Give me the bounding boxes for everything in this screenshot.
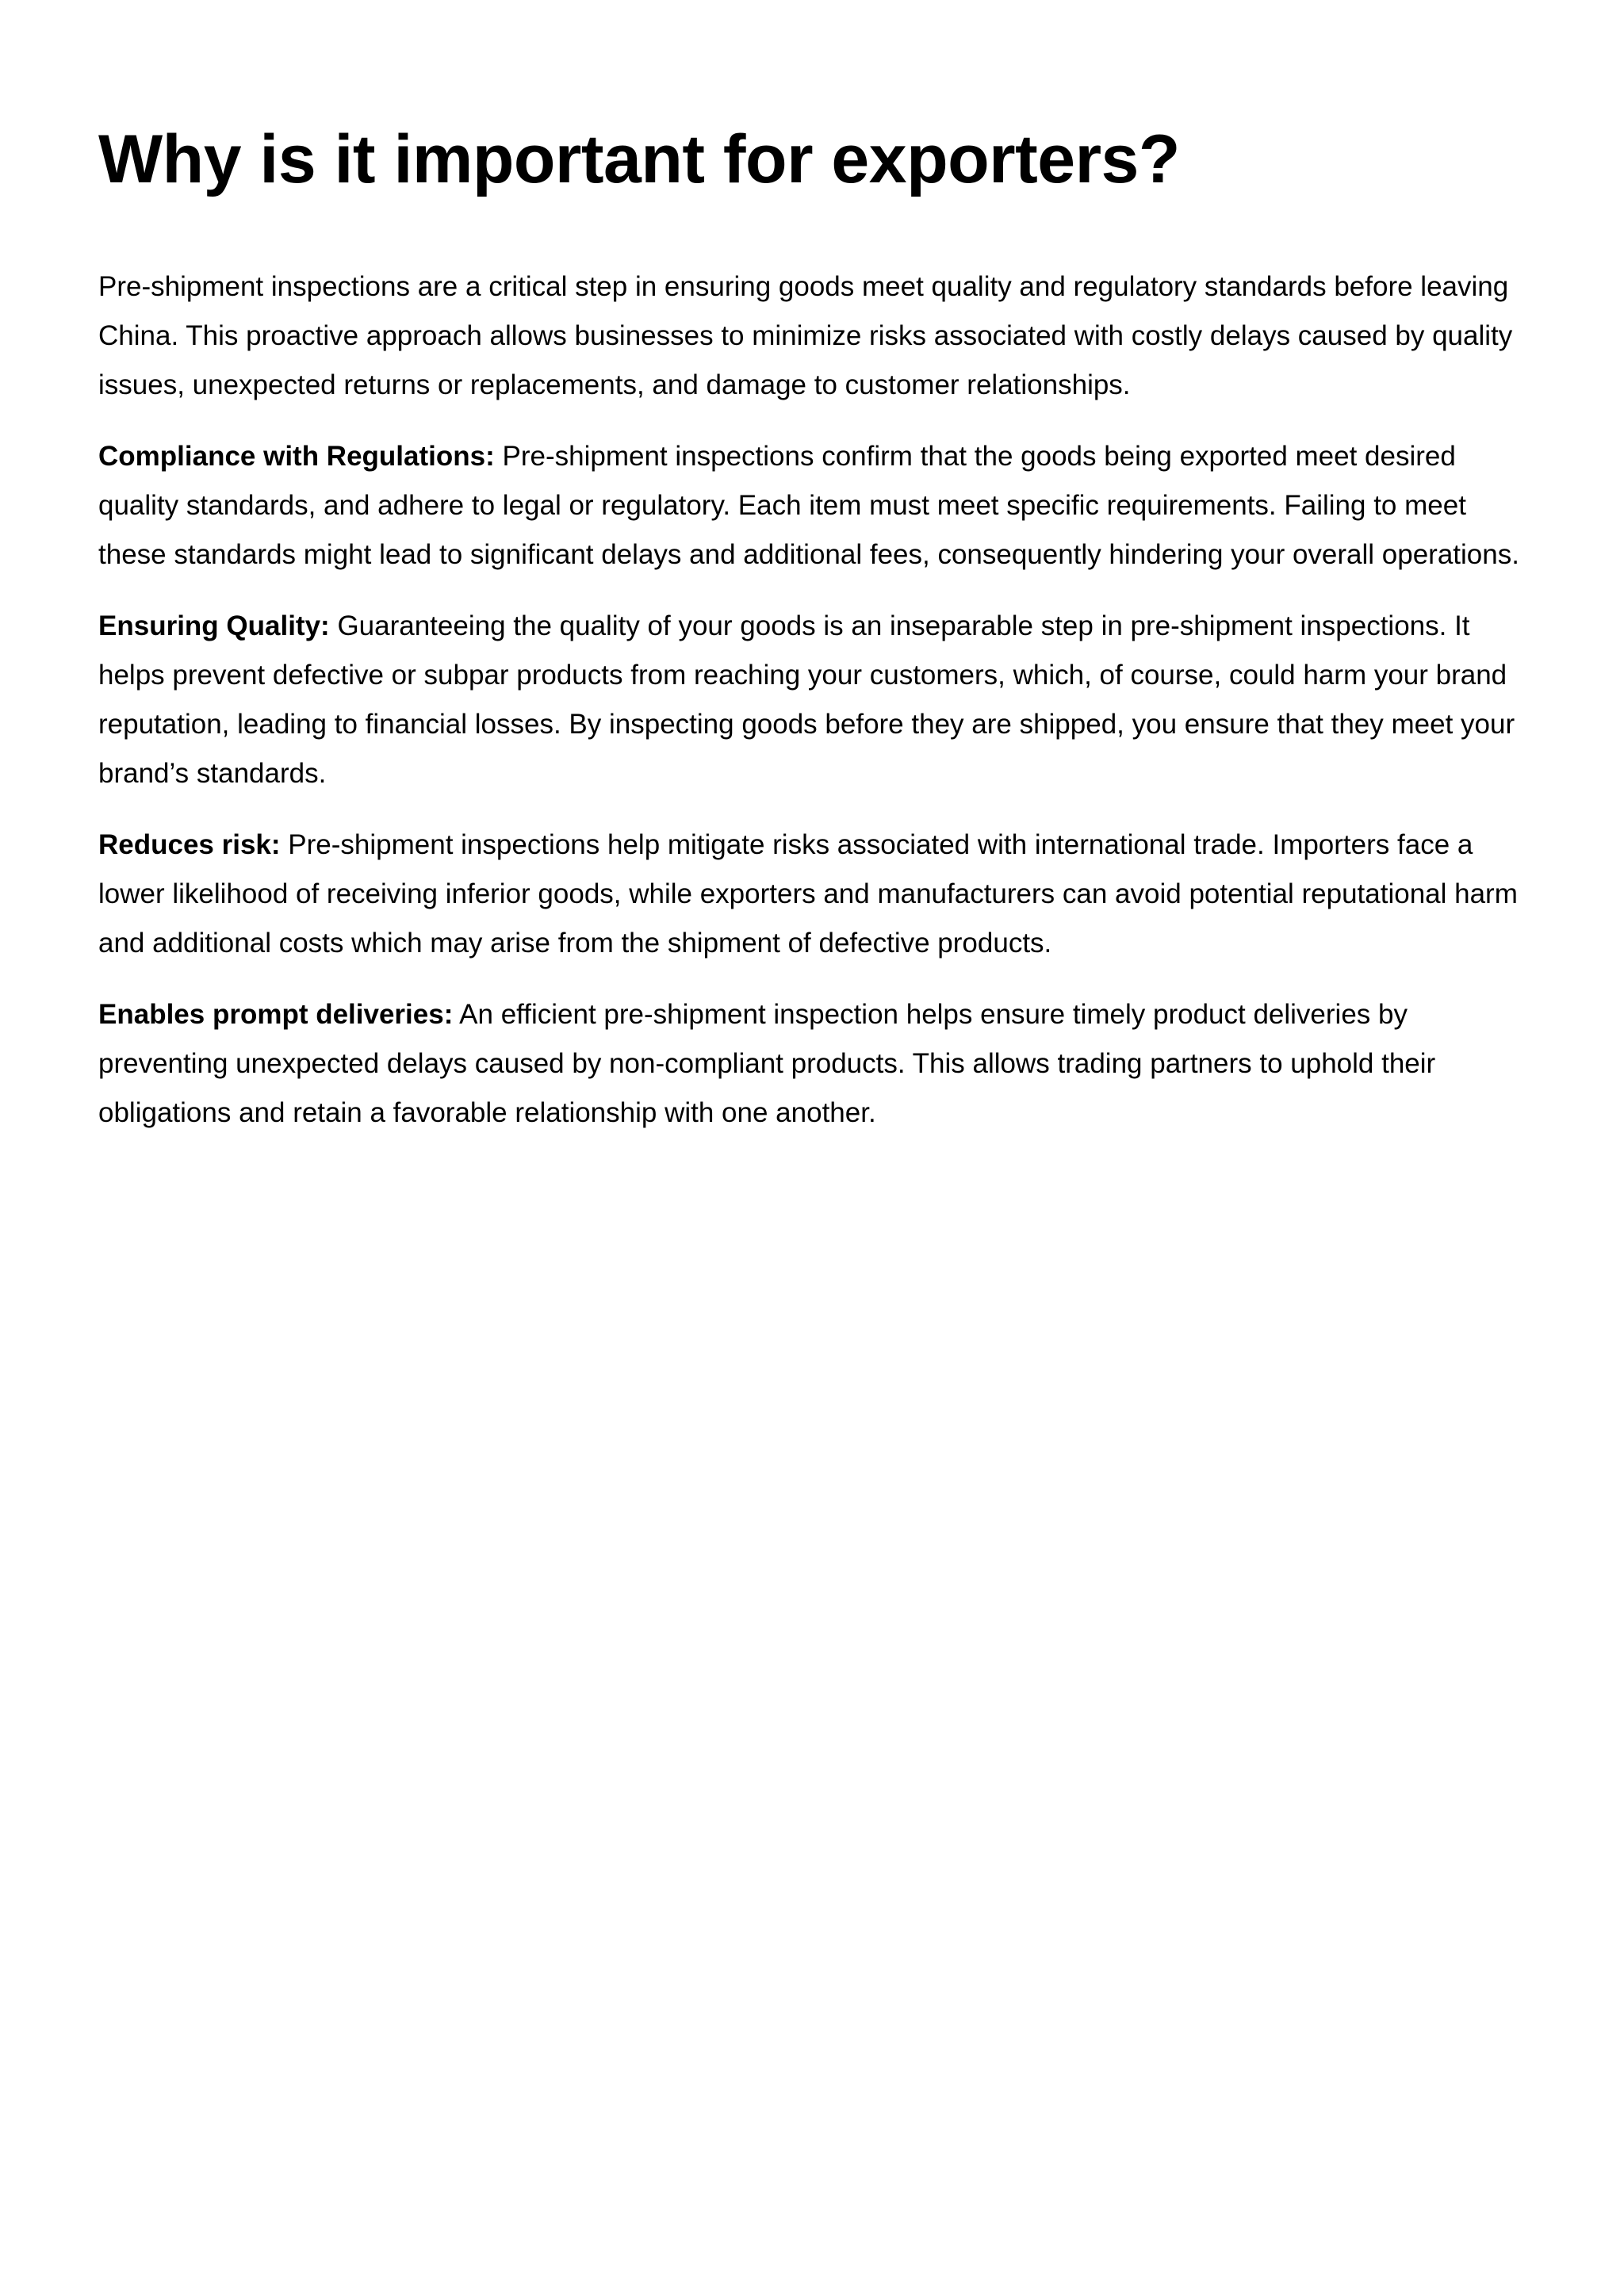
section-quality xyxy=(98,602,1542,798)
section-text-risk: Pre-shipment inspections help mitigate risks associated with international trade. Importers face a lower likelihood of receiving inferior goods, while exporters and manufacturers can avoid potential reputational harm and additional costs which may arise from the shipment of defective products. xyxy=(98,829,1518,959)
section-compliance xyxy=(98,432,1542,580)
section-risk xyxy=(98,821,1542,968)
section-heading-risk: Reduces risk: xyxy=(98,829,281,861)
document-page xyxy=(98,119,1542,1160)
section-heading-deliveries: Enables prompt deliveries: xyxy=(98,999,454,1031)
page-title: Why is it important for exporters? xyxy=(98,121,1180,197)
section-text-quality: Guaranteeing the quality of your goods is an inseparable step in pre-shipment inspections. It helps prevent defective or subpar products from reaching your customers, which, of course, could harm your brand reputation, leading to financial losses. By inspecting goods before they are shipped, you ensure that they meet your brand’s standards. xyxy=(98,610,1515,790)
section-heading-compliance: Compliance with Regulations: xyxy=(98,441,495,473)
document-body xyxy=(98,262,1542,1138)
section-deliveries xyxy=(98,990,1542,1138)
section-heading-quality: Ensuring Quality: xyxy=(98,610,330,642)
section-text-compliance: Pre-shipment inspections confirm that the goods being exported meet desired quality standards, and adhere to legal or regulatory. Each item must meet specific requirements. Failing to meet these standards might lead to significant delays and additional fees, consequently hindering your overall operations. xyxy=(98,441,1519,571)
intro-paragraph: Pre-shipment inspections are a critical step in ensuring goods meet quality and regulatory standards before leaving China. This proactive approach allows businesses to minimize risks associated with costly delays caused by quality issues, unexpected returns or replacements, and damage to customer relationships. xyxy=(98,271,1513,401)
section-text-deliveries: An efficient pre-shipment inspection helps ensure timely product deliveries by preventing unexpected delays caused by non-compliant products. This allows trading partners to uphold their obligations and retain a favorable relationship with one another. xyxy=(98,999,1436,1129)
